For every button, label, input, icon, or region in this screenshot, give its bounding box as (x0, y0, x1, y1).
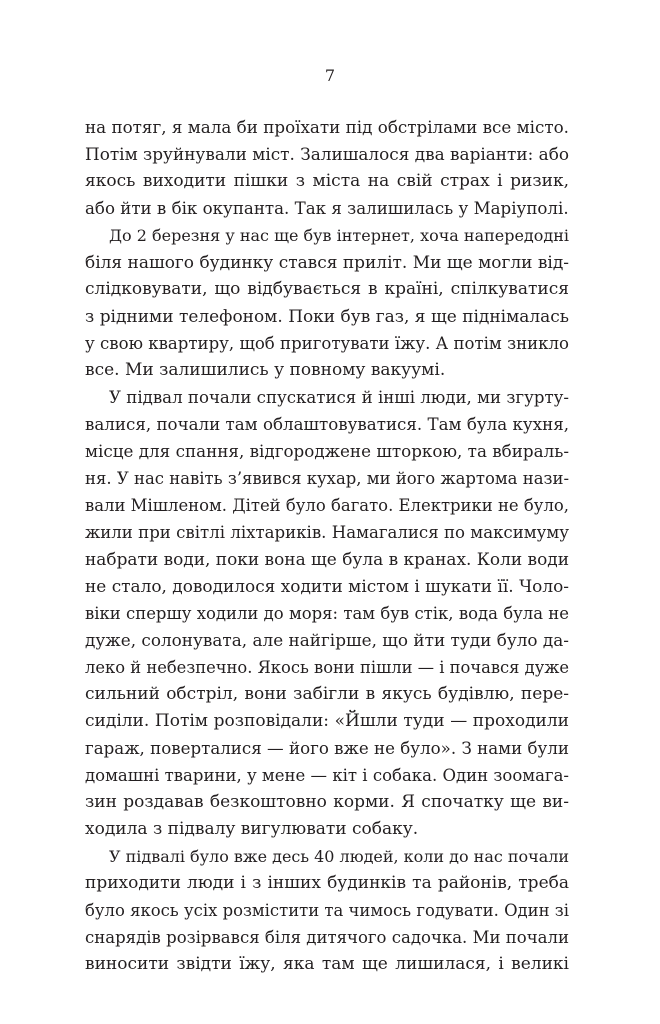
text-line: сиділи. Потім розповідали: «Йшли туди — проходили (85, 711, 569, 731)
text-line: ня. У нас навіть з’явився кухар, ми його жартома нази- (85, 469, 569, 488)
text-line: віки спершу ходили до моря: там був стік, вода була не (85, 604, 569, 623)
text-line: У підвалі було вже десь 40 людей, коли до нас почали (109, 847, 569, 866)
text-line: жили при світлі ліхтариків. Намагалися по максимуму (85, 523, 569, 542)
text-line: з рідними телефоном. Поки був газ, я ще піднімалась (85, 306, 569, 326)
page-number: 7 (324, 66, 336, 85)
paragraph (85, 222, 569, 384)
text-line: Потім зруйнували міст. Залишалося два варіанти: або (85, 144, 569, 164)
text-line: У підвал почали спускатися й інші люди, ми згурту- (109, 388, 569, 407)
text-line: зин роздавав безкоштовно корми. Я спочатку ще ви- (85, 792, 569, 812)
text-line: якось виходити пішки з міста на свій страх і ризик, (85, 171, 569, 191)
text-line: сильний обстріл, вони забігли в якусь будівлю, пере- (85, 684, 569, 704)
text-line: було якось усіх розмістити та чимось годувати. Один зі (85, 901, 569, 920)
text-line: або йти в бік окупанта. Так я залишилась у Маріуполі. (85, 199, 569, 218)
text-line: валися, почали там облаштовуватися. Там була кухня, (85, 415, 569, 434)
text-line: біля нашого будинку стався приліт. Ми ще могли від- (85, 252, 569, 272)
text-line: домашні тварини, у мене — кіт і собака. Один зоомага- (85, 766, 569, 785)
text-line: вали Мішленом. Дітей було багато. Електрики не було, (85, 496, 569, 515)
text-line: на потяг, я мала би проїхати під обстрілами все місто. (85, 117, 569, 137)
text-line: дуже, солонувата, але найгірше, що йти туди було да- (85, 630, 569, 650)
text-line: ходила з підвалу вигулювати собаку. (85, 819, 419, 839)
text-line: набрати води, поки вона ще була в кранах. Коли води (85, 549, 569, 569)
text-line: приходити люди і з інших будинків та районів, треба (85, 873, 569, 893)
text-line: снарядів розірвався біля дитячого садочка. Ми почали (85, 928, 569, 947)
body-text (85, 114, 569, 978)
paragraph (85, 384, 569, 843)
text-line: все. Ми залишились у повному вакуумі. (85, 360, 446, 380)
text-line: у свою квартиру, щоб приготувати їжу. А потім зникло (85, 334, 569, 353)
text-line: гараж, поверталися — його вже не було». З нами були (85, 739, 569, 758)
text-line: слідковувати, що відбувається в країні, спілкуватися (85, 279, 569, 299)
text-line: виносити звідти їжу, яка там ще лишилася, і великі (85, 954, 569, 974)
paragraph (85, 114, 569, 222)
paragraph (85, 843, 569, 978)
text-line: леко й небезпечно. Якось вони пішли — і почався дуже (85, 658, 569, 677)
text-line: місце для спання, відгороджене шторкою, та вбираль- (85, 441, 569, 461)
text-line: До 2 березня у нас ще був інтернет, хоча напередодні (109, 226, 569, 245)
text-line: не стало, доводилося ходити містом і шукати її. Чоло- (85, 576, 569, 596)
